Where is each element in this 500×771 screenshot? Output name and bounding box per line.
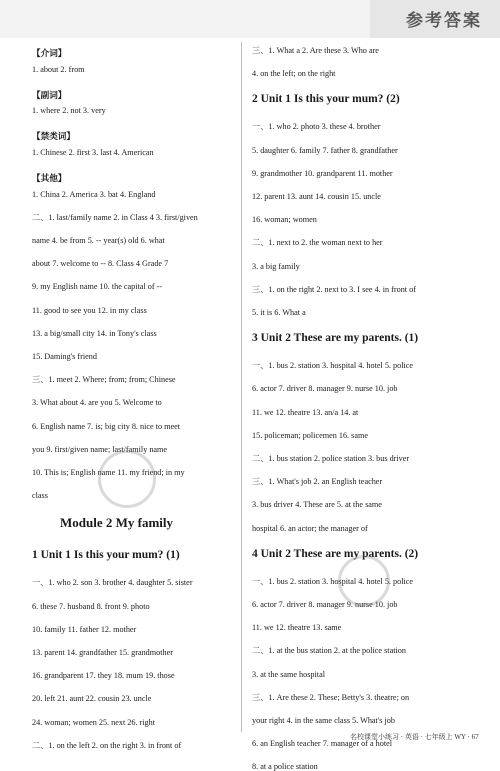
answer-line: 一、1. bus 2. station 3. hospital 4. hotel 5. police xyxy=(252,576,414,586)
answer-line: 15. Daming's friend xyxy=(32,352,97,361)
section-label: 【介词】 xyxy=(32,48,67,58)
answer-line: 6. an English teacher 7. manager of a hotel xyxy=(252,739,393,749)
page-title: 参考答案 xyxy=(406,11,482,31)
unit-heading: 3 Unit 2 These are my parents. (1) xyxy=(252,332,419,345)
column-divider xyxy=(241,42,242,732)
answer-line: 16. grandparent 17. they 18. mum 19. those xyxy=(32,671,175,681)
section-label: 【其他】 xyxy=(32,173,67,184)
answer-line: 3. What about 4. are you 5. Welcome to xyxy=(32,398,162,408)
answer-line: 10. This is; English name 11. my friend; in my xyxy=(32,468,185,477)
answer-line: 15. policeman; policemen 16. same xyxy=(252,430,368,440)
answer-line: 1. where 2. not 3. very xyxy=(32,106,106,116)
answer-line: 一、1. who 2. photo 3. these 4. brother xyxy=(252,122,381,132)
answer-line: 24. woman; women 25. next 26. right xyxy=(32,717,156,727)
answer-line: 三、1. What's job 2. an English teacher xyxy=(252,477,383,487)
answer-line: 20. left 21. aunt 22. cousin 23. uncle xyxy=(32,694,152,704)
unit-heading: 1 Unit 1 Is this your mum? (1) xyxy=(32,549,180,562)
answer-line: 6. actor 7. driver 8. manager 9. nurse 10. job xyxy=(252,600,398,609)
answer-line: 13. parent 14. grandfather 15. grandmother xyxy=(32,648,173,657)
answer-line: about 7. welcome to -- 8. Class 4 Grade 7 xyxy=(32,259,169,269)
answer-line: 3. a big family xyxy=(252,261,300,271)
unit-heading: 2 Unit 1 Is this your mum? (2) xyxy=(252,93,400,106)
answer-line: 一、1. bus 2. station 3. hospital 4. hotel 5. police xyxy=(252,361,414,371)
answer-line: you 9. first/given name; last/family name xyxy=(32,444,168,454)
unit-heading: 4 Unit 2 These are my parents. (2) xyxy=(252,547,419,560)
answer-line: your right 4. in the same class 5. What's job xyxy=(252,716,395,725)
answer-line: 5. daughter 6. family 7. father 8. grandfather xyxy=(252,145,398,155)
answer-line: name 4. be from 5. -- year(s) old 6. what xyxy=(32,236,165,245)
section-label: 【禁类词】 xyxy=(32,131,75,142)
page-footer: 名校课堂小练习 · 英语 · 七年级上 WY · 67 xyxy=(350,733,479,741)
answer-line: 6. these 7. husband 8. front 9. photo xyxy=(32,601,150,611)
answer-line: 9. my English name 10. the capital of -- xyxy=(32,282,163,292)
section-label: 【副词】 xyxy=(32,89,67,100)
answer-line: 3. at the same hospital xyxy=(252,669,325,679)
answer-line: 1. China 2. America 3. bat 4. England xyxy=(32,189,156,199)
module-heading: Module 2 My family xyxy=(60,515,174,531)
answer-line: 16. woman; women xyxy=(252,215,317,225)
answer-line: 6. actor 7. driver 8. manager 9. nurse 10. job xyxy=(252,384,398,394)
answer-line: 1. about 2. from xyxy=(32,64,85,74)
answer-line: 二、1. last/family name 2. in Class 4 3. first/given xyxy=(32,212,198,222)
watermark-stamp-icon xyxy=(338,555,390,607)
answer-line: 二、1. next to 2. the woman next to her xyxy=(252,238,383,248)
answer-line: 13. a big/small city 14. in Tony's class xyxy=(32,328,157,338)
answer-line: 11. good to see you 12. in my class xyxy=(32,305,147,315)
answer-line: 二、1. bus station 2. police station 3. bus driver xyxy=(252,454,410,463)
answer-line: 6. English name 7. is; big city 8. nice to meet xyxy=(32,421,181,431)
answer-line: 一、1. who 2. son 3. brother 4. daughter 5. sister xyxy=(32,578,193,588)
answer-line: 三、1. Are these 2. These; Betty's 3. theatre; on xyxy=(252,692,410,702)
answer-line: 1. Chinese 2. first 3. last 4. American xyxy=(32,147,154,157)
answer-line: 11. we 12. theatre 13. an/a 14. at xyxy=(252,407,359,417)
answer-line: 三、1. meet 2. Where; from; from; Chinese xyxy=(32,375,176,385)
answer-line: 9. grandmother 10. grandparent 11. mother xyxy=(252,168,393,178)
answer-line: 3. bus driver 4. These are 5. at the same xyxy=(252,500,382,510)
answer-line: 10. family 11. father 12. mother xyxy=(32,624,137,634)
answer-line: class xyxy=(32,491,48,501)
answer-line: 11. we 12. theatre 13. same xyxy=(252,623,342,633)
watermark-stamp-icon xyxy=(98,450,156,508)
answer-line: 三、1. on the right 2. next to 3. I see 4. in front of xyxy=(252,284,416,294)
answer-line: 12. parent 13. aunt 14. cousin 15. uncle xyxy=(252,192,381,201)
answer-line: hospital 6. an actor; the manager of xyxy=(252,523,368,533)
answer-line: 5. it is 6. What a xyxy=(252,308,306,317)
answer-line: 8. at a police station xyxy=(252,762,318,771)
answer-line: 三、1. What a 2. Are these 3. Who are xyxy=(252,46,379,55)
answer-line: 4. on the left; on the right xyxy=(252,69,336,79)
answer-line: 二、1. at the bus station 2. at the police station xyxy=(252,646,406,656)
answer-line: 二、1. on the left 2. on the right 3. in front of xyxy=(32,740,182,750)
